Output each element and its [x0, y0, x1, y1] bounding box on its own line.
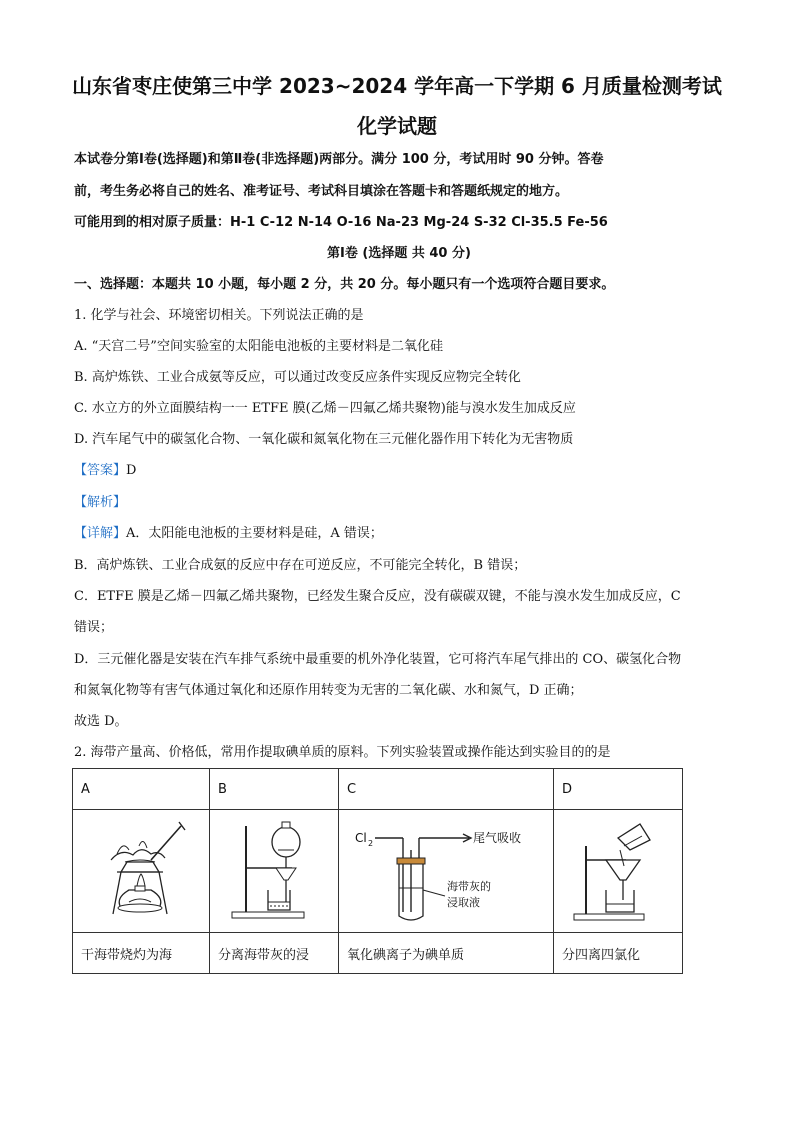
q1-detail-b: B．高炉炼铁、工业合成氨的反应中存在可逆反应，不可能完全转化，B 错误；	[74, 558, 527, 573]
analysis-tag: 【解析】	[74, 495, 127, 510]
separatory-funnel-figure	[218, 810, 330, 928]
q1-analysis	[74, 493, 734, 513]
burning-crucible-figure	[81, 810, 201, 928]
q1-detail-c1: C．ETFE 膜是乙烯－四氟乙烯共聚物，已经发生聚合反应，没有碳碳双键，不能与溴水发生加成反应，C	[74, 589, 681, 604]
exam-subject-title: 化学试题	[357, 114, 437, 138]
detail-tag: 【详解】	[74, 526, 127, 541]
q1-detail-a	[74, 524, 734, 544]
q1-option-d: D. 汽车尾气中的碳氢化合物、一氧化碳和氮氧化物在三元催化器作用下转化为无害物质	[74, 432, 574, 447]
q2-options-table	[72, 768, 683, 974]
figure-c-cell	[339, 810, 554, 933]
q1-detail-d2: 和氮氧化物等有害气体通过氧化和还原作用转变为无害的二氧化碳、水和氮气，D 正确；	[74, 683, 583, 698]
q1-option-a: A. “天宫二号”空间实验室的太阳能电池板的主要材料是二氧化硅	[74, 339, 443, 354]
caption-a: 干海带烧灼为海	[73, 933, 210, 974]
intro-line-2: 前，考生务必将自己的姓名、准考证号、考试科目填涂在答题卡和答题纸规定的地方。	[74, 184, 569, 199]
detail-a-text: A．太阳能电池板的主要材料是硅，A 错误；	[126, 526, 383, 541]
q1-conclusion: 故选 D。	[74, 714, 128, 729]
extract-label-2: 浸取液	[447, 896, 480, 909]
caption-b: 分离海带灰的浸	[210, 933, 339, 974]
caption-d: 分四离四氯化	[554, 933, 683, 974]
intro-line-1: 本试卷分第Ⅰ卷(选择题)和第Ⅱ卷(非选择题)两部分。满分 100 分，考试用时 90 分钟。答卷	[74, 152, 604, 167]
q1-detail-c2: 错误；	[74, 620, 114, 635]
tail-gas-label: 尾气吸收	[473, 831, 522, 845]
header-b: B	[210, 769, 339, 810]
header-d: D	[554, 769, 683, 810]
figure-a-cell	[73, 810, 210, 933]
q1-answer	[74, 461, 734, 481]
section-title: 第Ⅰ卷 (选择题 共 40 分)	[327, 246, 471, 261]
section-instruction: 一、选择题：本题共 10 小题，每小题 2 分，共 20 分。每小题只有一个选项符合题目要求。	[74, 277, 615, 292]
caption-c: 氧化碘离子为碘单质	[339, 933, 554, 974]
q1-option-b: B. 高炉炼铁、工业合成氨等反应，可以通过改变反应条件实现反应物完全转化	[74, 370, 521, 385]
header-c: C	[339, 769, 554, 810]
q1-option-c: C. 水立方的外立面膜结构一一 ETFE 膜(乙烯－四氟乙烯共聚物)能与溴水发生加成反应	[74, 401, 576, 416]
header-a: A	[73, 769, 210, 810]
q2-stem: 2. 海带产量高、价格低，常用作提取碘单质的原料。下列实验装置或操作能达到实验目的的是	[74, 745, 611, 760]
answer-tag: 【答案】	[74, 463, 127, 478]
figure-b-cell	[210, 810, 339, 933]
cl2-label: Cl	[355, 831, 367, 845]
extract-label-1: 海带灰的	[447, 880, 491, 893]
atomic-mass-line: 可能用到的相对原子质量：H-1 C-12 N-14 O-16 Na-23 Mg-24 S-32 Cl-35.5 Fe-56	[74, 215, 608, 230]
q1-detail-d1: D．三元催化器是安装在汽车排气系统中最重要的机外净化装置，它可将汽车尾气排出的 CO、碳氢化合物	[74, 652, 682, 667]
cl2-subscript: 2	[368, 839, 374, 848]
answer-value: D	[126, 463, 137, 478]
gas-bubbling-figure	[347, 810, 545, 928]
figure-d-cell	[554, 810, 683, 933]
exam-title: 山东省枣庄使第三中学 2023~2024 学年高一下学期 6 月质量检测考试	[72, 74, 722, 98]
q1-stem: 1. 化学与社会、环境密切相关。下列说法正确的是	[74, 308, 364, 323]
filtration-figure	[562, 810, 674, 928]
